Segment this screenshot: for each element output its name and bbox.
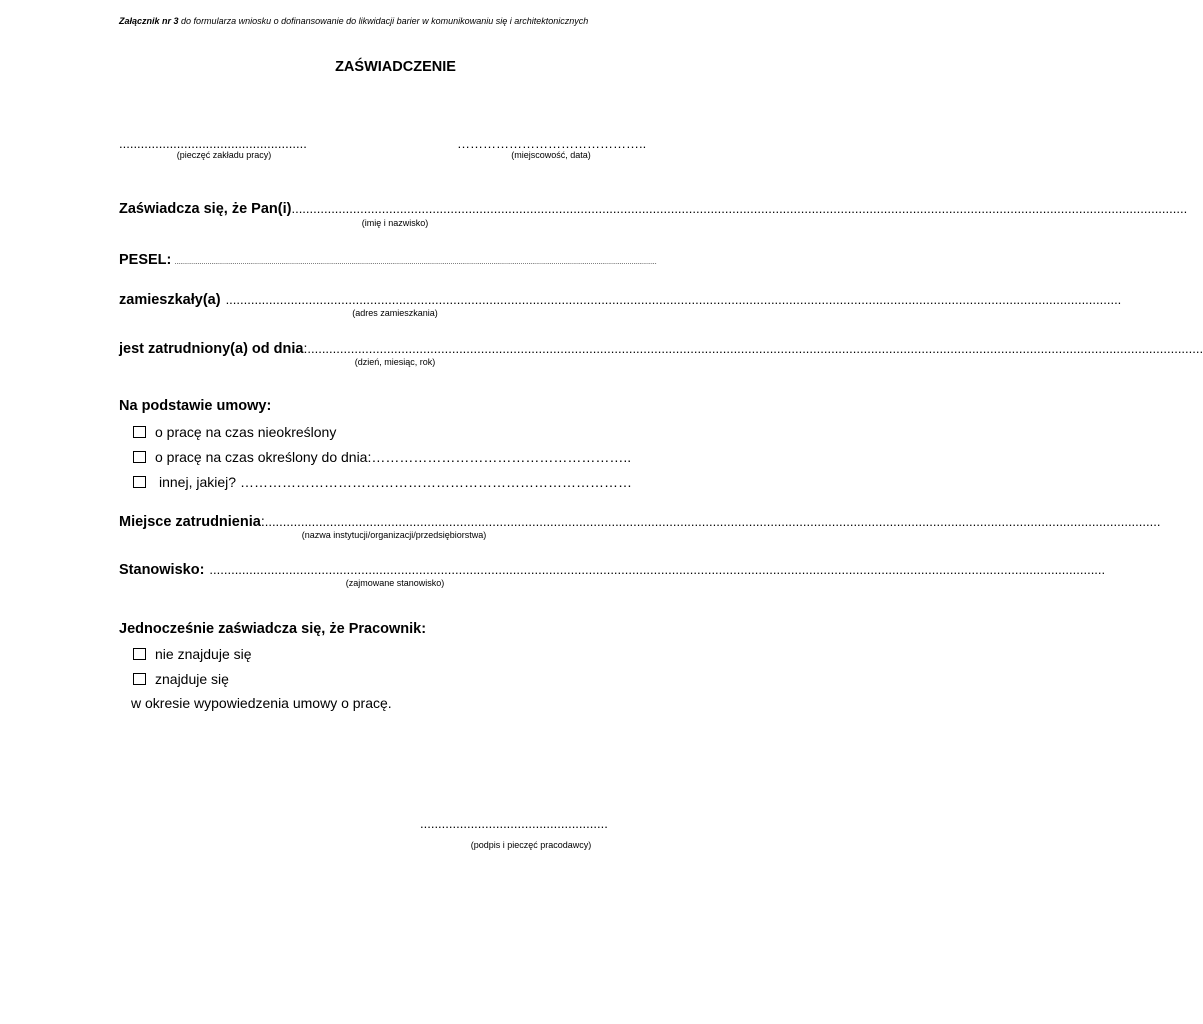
stamp-caption: (pieczęć zakładu pracy) (176, 150, 272, 160)
signature-field[interactable]: .................................................... (420, 816, 608, 831)
name-caption: (imię i nazwisko) (361, 218, 429, 228)
workplace-field[interactable]: ........................................................................................................................................................................................................................................................ (264, 514, 1161, 529)
notice-not-in-checkbox[interactable] (133, 648, 146, 660)
attachment-number: Załącznik nr 3 (119, 16, 179, 26)
notice-in-label: znajduje się (155, 671, 229, 687)
position-caption: (zajmowane stanowisko) (345, 578, 445, 588)
workplace-colon: : (260, 513, 265, 529)
address-label: zamieszkały(a) (119, 292, 221, 308)
document-title: ZAŚWIADCZENIE (335, 59, 456, 75)
address-field[interactable]: ........................................................................................................................................................................................................................................................ (225, 292, 1122, 307)
workplace-label: Miejsce zatrudnienia (119, 514, 261, 530)
contract-other-label[interactable]: innej, jakiej? ………………………………………………………………………… (159, 474, 632, 490)
notice-suffix: w okresie wypowiedzenia umowy o pracę. (131, 695, 392, 711)
position-label: Stanowisko: (119, 562, 205, 578)
place-date-caption: (miejscowość, data) (511, 150, 591, 160)
attachment-header (119, 16, 588, 26)
notice-option-in (133, 671, 229, 687)
address-caption: (adres zamieszkania) (352, 308, 438, 318)
position-row (119, 562, 1106, 578)
contract-other-checkbox[interactable] (133, 476, 146, 488)
contract-option-indefinite (133, 424, 336, 440)
workplace-row (119, 513, 1161, 530)
name-row (119, 201, 1188, 217)
employed-row (119, 340, 1203, 357)
contract-fixed-checkbox[interactable] (133, 451, 146, 463)
notice-option-not-in (133, 646, 252, 662)
contract-fixed-label[interactable]: o pracę na czas określony do dnia:……………………………………………….. (155, 449, 632, 465)
notice-not-in-label: nie znajduje się (155, 646, 252, 662)
notice-heading: Jednocześnie zaświadcza się, że Pracownik: (119, 621, 427, 637)
attachment-description: do formularza wniosku o dofinansowanie do likwidacji barier w komunikowaniu się i architektonicznych (181, 16, 589, 26)
contract-indefinite-checkbox[interactable] (133, 426, 146, 438)
stamp-field[interactable]: .................................................... (119, 136, 307, 151)
pesel-field[interactable]: ........................................................................................................................................................................................................................................................ (174, 259, 657, 266)
position-field[interactable]: ........................................................................................................................................................................................................................................................ (209, 562, 1106, 577)
contract-heading: Na podstawie umowy: (119, 398, 272, 414)
employed-caption: (dzień, miesiąc, rok) (354, 357, 436, 367)
signature-caption: (podpis i pieczęć pracodawcy) (470, 840, 592, 850)
notice-in-checkbox[interactable] (133, 673, 146, 685)
contract-indefinite-label: o pracę na czas nieokreślony (155, 424, 337, 440)
contract-option-fixed (133, 449, 631, 465)
name-label: Zaświadcza się, że Pan(i) (119, 201, 292, 217)
employed-date-field[interactable]: ........................................................................................................................................................................................................................................................ (307, 341, 1203, 356)
workplace-caption: (nazwa instytucji/organizacji/przedsiębiorstwa) (301, 530, 487, 540)
pesel-label: PESEL: (119, 252, 172, 268)
employed-colon: : (303, 340, 308, 356)
address-row (119, 292, 1122, 308)
contract-option-other (133, 474, 632, 490)
name-field[interactable]: ........................................................................................................................................................................................................................................................ (291, 201, 1188, 216)
employed-label: jest zatrudniony(a) od dnia (119, 341, 304, 357)
pesel-row (119, 252, 670, 268)
place-date-field[interactable]: …………………………………….. (457, 136, 647, 151)
